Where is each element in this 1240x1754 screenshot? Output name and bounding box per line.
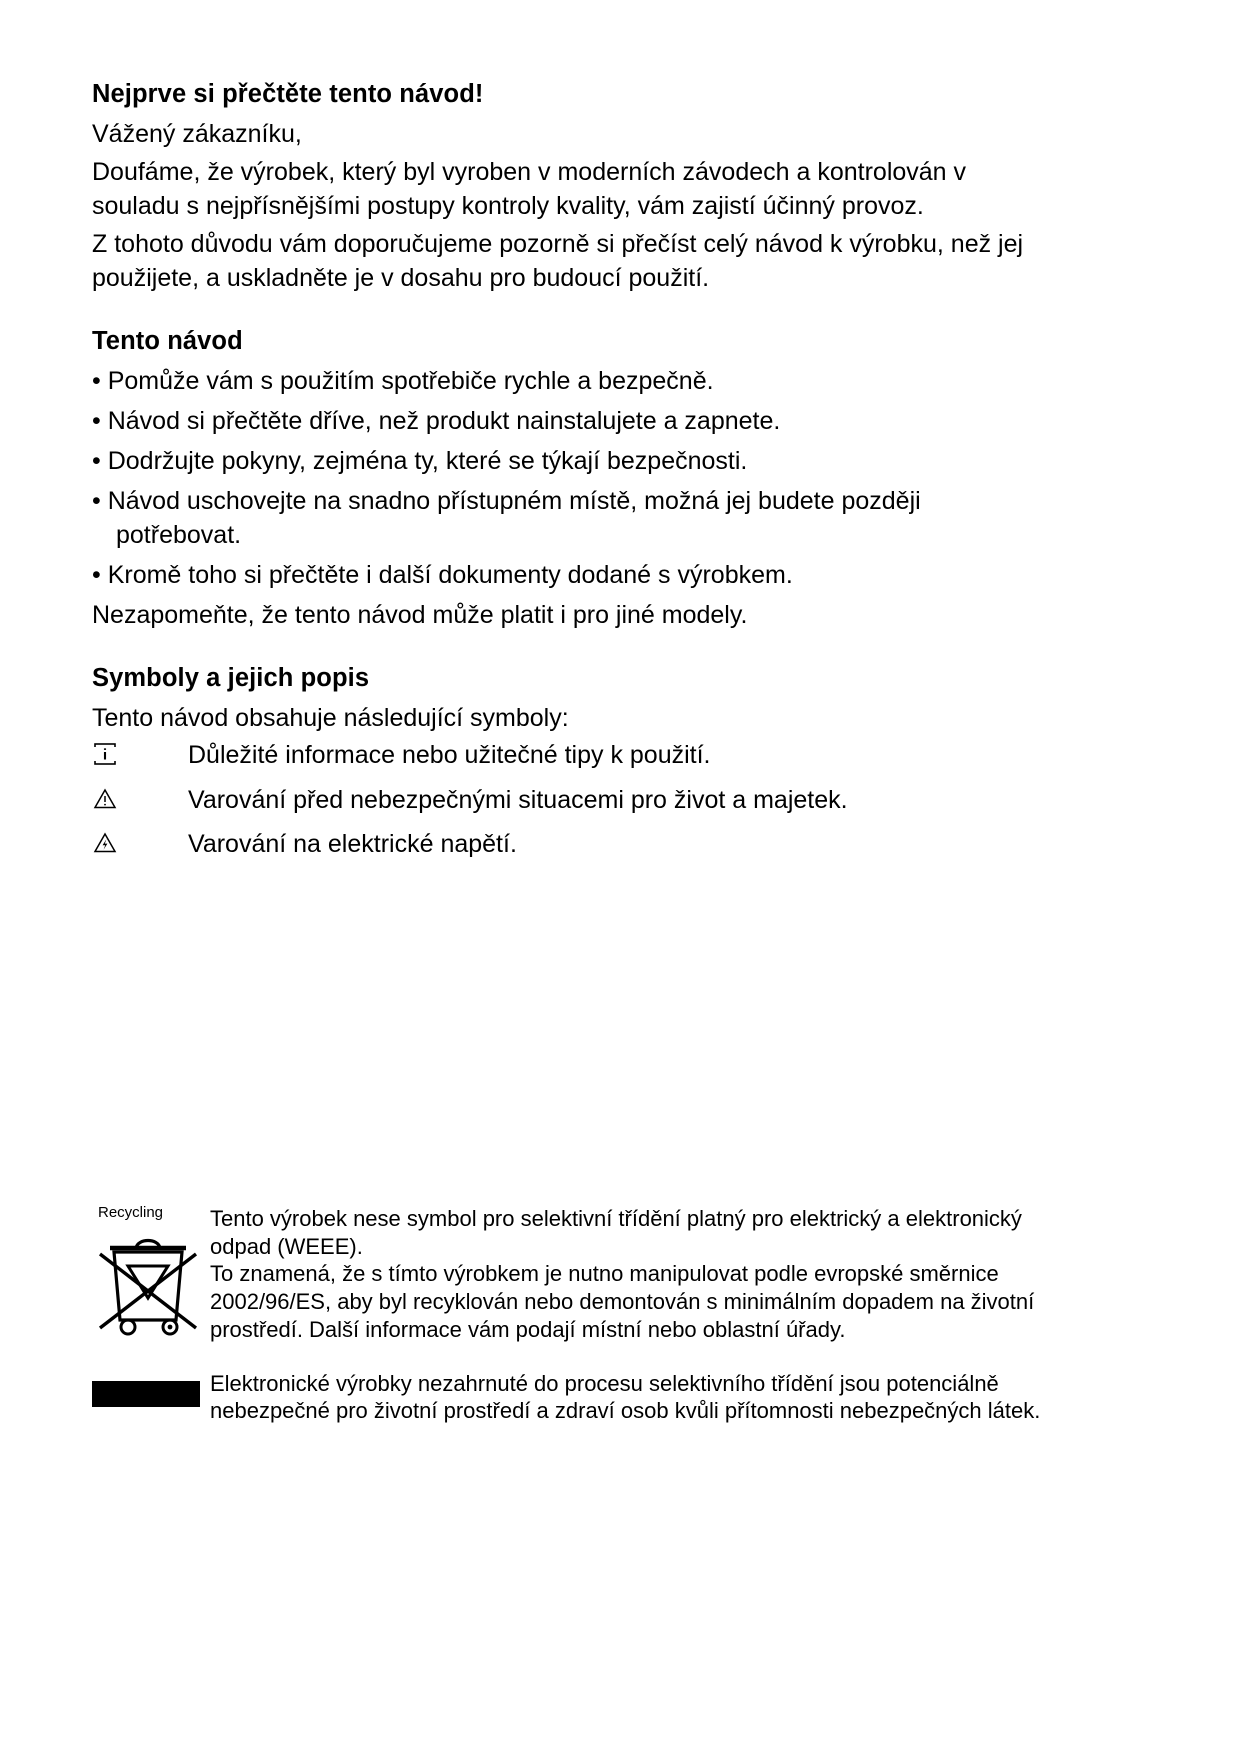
weee-paragraph-3: Elektronické výrobky nezahrnuté do procesu selektivního třídění jsou potenciálně nebezpečné pro životní prostředí a zdraví osob kvůli přítomnosti nebezpečných látek. (210, 1370, 1041, 1424)
list-item-label: Pomůže vám s použitím spotřebiče rychle a bezpečně. (107, 367, 714, 396)
manual-closing: Nezapomeňte, že tento návod může platit i pro jiné modely. (92, 601, 748, 630)
symbol-description: Varování před nebezpečnými situacemi pro život a majetek. (188, 785, 848, 814)
table-row (92, 739, 1052, 784)
list-item (92, 484, 1052, 552)
bullet-dot: • (92, 407, 108, 436)
symbols-table (92, 739, 1052, 873)
weee-paragraph-2: To znamená, že s tímto výrobkem je nutno manipulovat podle evropské směrnice 2002/96/ES, aby byl recyklován nebo demontován s minimálním dopadem na životní prostředí. Další informace vám podají místní nebo oblastní úřady. (210, 1261, 1035, 1342)
intro-salutation: Vážený zákazníku, (92, 120, 302, 149)
solid-bar (92, 1381, 200, 1407)
list-item-label: Kromě toho si přečtěte i další dokumenty dodané s výrobkem. (107, 561, 793, 590)
list-item (92, 364, 1052, 398)
list-item-label: Návod uschovejte na snadno přístupném místě, možná jej budete později potřebovat. (107, 487, 921, 550)
bullet-dot: • (92, 447, 108, 476)
table-row (92, 784, 1052, 829)
list-item-label: Dodržujte pokyny, zejména ty, které se týkají bezpečnosti. (107, 447, 748, 476)
information-icon (92, 739, 188, 784)
information-icon-svg (92, 741, 118, 767)
weee-notice (92, 1205, 1052, 1425)
bullet-dot: • (92, 487, 108, 516)
list-item (92, 558, 1052, 592)
intro-paragraph-1: Doufáme, že výrobek, který byl vyroben v moderních závodech a kontrolován v souladu s nejpřísnějšími postupy kontroly kvality, vám zajistí účinný provoz. (92, 158, 967, 221)
list-item (92, 404, 1052, 438)
bullet-dot: • (92, 367, 108, 396)
recycling-label: Recycling (98, 1204, 164, 1221)
symbols-intro: Tento návod obsahuje následující symboly: (92, 704, 569, 733)
electrical-hazard-triangle-icon-svg (92, 830, 118, 856)
recycling-icon-column (92, 1205, 210, 1345)
electrical-hazard-triangle-icon (92, 828, 188, 873)
table-row (92, 828, 1052, 873)
warning-triangle-icon-svg (92, 786, 118, 812)
warning-triangle-icon (92, 784, 188, 829)
list-item (92, 444, 1052, 478)
manual-heading: Tento návod (92, 327, 243, 356)
spacer (92, 299, 1052, 325)
symbol-description: Varování na elektrické napětí. (188, 830, 517, 859)
crossed-out-wheelie-bin-icon (92, 1222, 204, 1340)
symbols-heading: Symboly a jejich popis (92, 664, 370, 693)
intro-heading: Nejprve si přečtěte tento návod! (92, 80, 484, 108)
page-content (92, 78, 1052, 873)
weee-paragraph-1: Tento výrobek nese symbol pro selektivní třídění platný pro elektrický a elektronický odpad (WEEE). (210, 1206, 1022, 1259)
bullet-dot: • (92, 561, 108, 590)
intro-paragraph-2: Z tohoto důvodu vám doporučujeme pozorně si přečíst celý návod k výrobku, než jej použijete, a uskladněte je v dosahu pro budoucí použití. (92, 230, 1024, 293)
spacer (92, 636, 1052, 662)
list-item-label: Návod si přečtěte dříve, než produkt nainstalujete a zapnete. (107, 407, 781, 436)
weee-text-column (210, 1205, 1052, 1425)
symbol-description: Důležité informace nebo užitečné tipy k použití. (188, 741, 711, 770)
